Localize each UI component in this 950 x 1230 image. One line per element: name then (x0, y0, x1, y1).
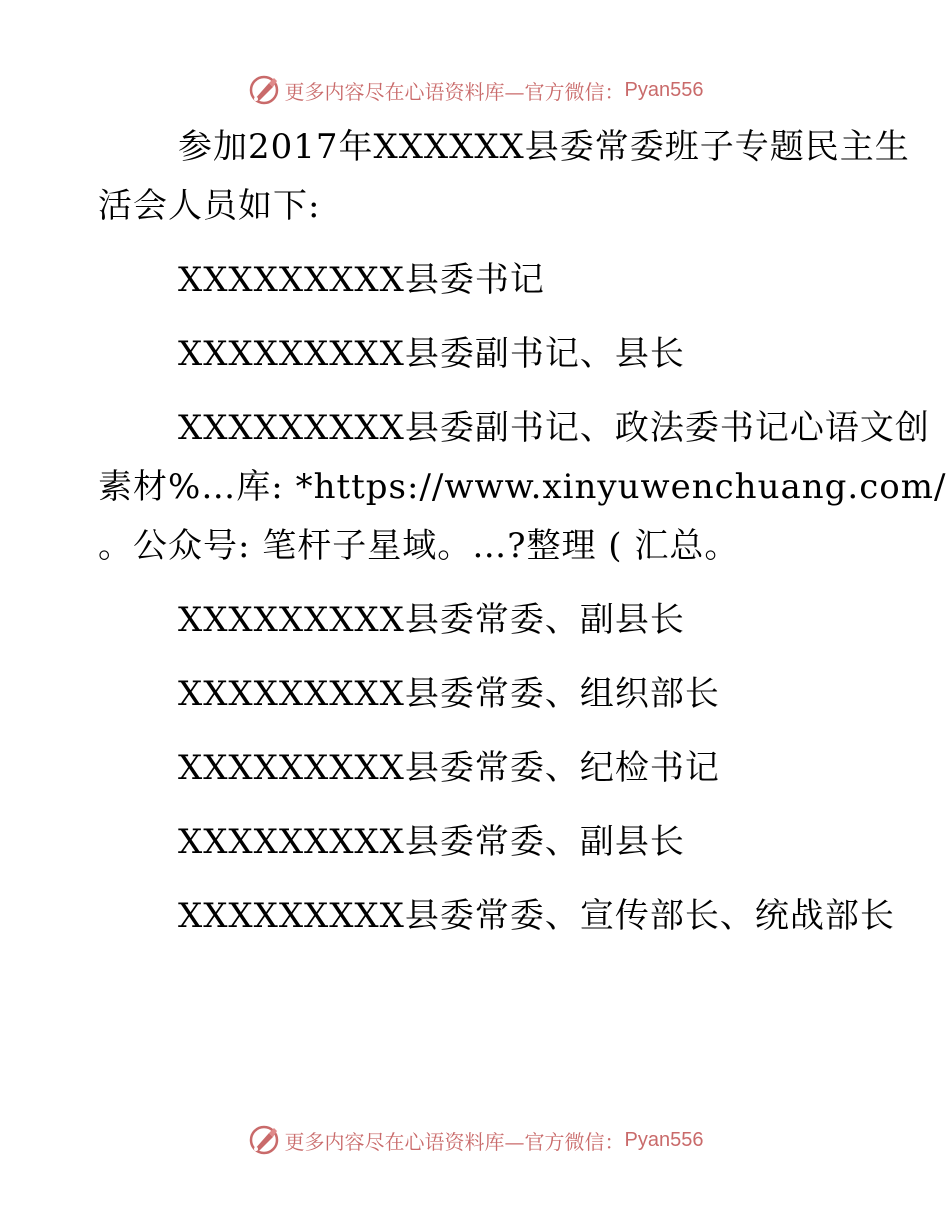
note-line-1: XXXXXXXXX县委副书记、政法委书记心语文创 (178, 408, 930, 448)
note-line-3: 。公众号: 笔杆子星域。…?整理 ( 汇总。 (98, 526, 740, 566)
member-line: XXXXXXXXX县委书记 (178, 260, 545, 300)
member-line: XXXXXXXXX县委常委、副县长 (178, 600, 685, 640)
intro-paragraph (98, 118, 910, 236)
header-banner-contact: Pyan556 (624, 78, 704, 101)
member-line: XXXXXXXXX县委副书记、县长 (178, 334, 685, 374)
header-watermark-banner (0, 70, 950, 110)
pen-logo-icon (247, 73, 281, 107)
member-line: XXXXXXXXX县委常委、纪检书记 (178, 748, 720, 788)
intro-line-1: 参加2017年XXXXXX县委常委班子专题民主生 (178, 127, 910, 167)
member-line: XXXXXXXXX县委常委、宣传部长、统战部长 (178, 896, 895, 936)
header-banner-text: 更多内容尽在心语资料库—官方微信： (284, 79, 625, 104)
footer-banner-text: 更多内容尽在心语资料库—官方微信： (284, 1129, 625, 1154)
note-paragraph (98, 399, 947, 576)
note-line-2: 素材%…库: *https://www.xinyuwenchuang.com/ (98, 467, 947, 507)
pen-logo-icon (247, 1123, 281, 1157)
footer-banner-contact: Pyan556 (624, 1128, 704, 1151)
intro-line-2: 活会人员如下: (98, 186, 321, 226)
document-body (98, 118, 947, 946)
member-line: XXXXXXXXX县委常委、副县长 (178, 822, 685, 862)
footer-watermark-banner (0, 1120, 950, 1160)
member-line: XXXXXXXXX县委常委、组织部长 (178, 674, 720, 714)
